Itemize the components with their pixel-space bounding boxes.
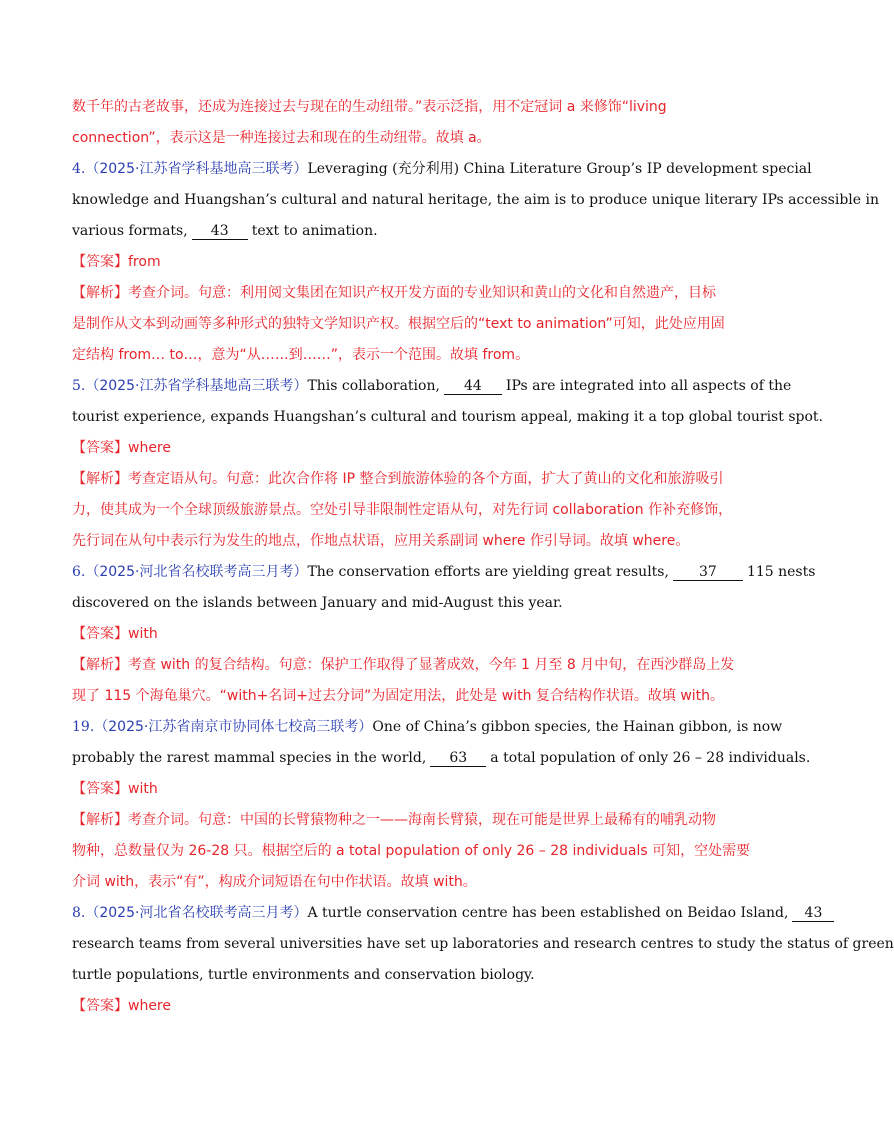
question-5-line1 (72, 371, 792, 402)
explanation-text: 考查介词。句意：利用阅文集团在知识产权开发方面的专业知识和黄山的文化和自然遗产，目标 (128, 285, 716, 301)
answer-label: 【答案】 (72, 781, 128, 797)
question-text: A turtle conservation centre has been established on Beidao Island, (307, 905, 789, 921)
explanation-line: 物种，总数量仅为 26-28 只。根据空后的 a total population of only 26 – 28 individuals 可知，空处需要 (72, 843, 751, 859)
question-source: （2025·江苏省南京市协同体七校高三联考） (94, 719, 373, 735)
question-text: a total population of only 26 – 28 individuals. (490, 750, 811, 766)
explanation-line (72, 805, 728, 836)
blank-field: 37 (673, 564, 743, 581)
question-19-line2 (72, 743, 811, 774)
question-number: 5. (72, 378, 86, 394)
question-4-line1 (72, 154, 812, 185)
answer-label: 【答案】 (72, 626, 128, 642)
question-source: （2025·河北省名校联考高三月考） (85, 905, 308, 921)
question-8-line3: turtle populations, turtle environments and conservation biology. (72, 967, 535, 983)
question-source: （2025·河北省名校联考高三月考） (85, 564, 308, 580)
question-number: 8. (72, 905, 86, 921)
answer-label: 【答案】 (72, 998, 128, 1014)
answer-value: with (128, 781, 158, 797)
answer-label: 【答案】 (72, 440, 128, 456)
question-number: 4. (72, 161, 86, 177)
question-number: 6. (72, 564, 86, 580)
explanation-text: 考查介词。句意：中国的长臂猿物种之一——海南长臂猿，现在可能是世界上最稀有的哺乳动物 (128, 812, 716, 828)
question-6-line2: discovered on the islands between January and mid-August this year. (72, 595, 563, 611)
explanation-line (72, 464, 728, 495)
question-4-line2: knowledge and Huangshan’s cultural and natural heritage, the aim is to produce unique literary IPs accessible in (72, 192, 879, 208)
answer-line (72, 433, 728, 464)
explanation-line (72, 278, 728, 309)
question-8-line2: research teams from several universities have set up laboratories and research centres to study the status of green (72, 936, 894, 952)
answer-line (72, 619, 728, 650)
answer-line (72, 991, 728, 1022)
blank-field: 43 (192, 223, 248, 240)
question-text: 115 nests (746, 564, 816, 580)
prev-explanation-line: connection”，表示这是一种连接过去和现在的生动纽带。故填 a。 (72, 130, 491, 146)
explanation-label: 【解析】 (72, 471, 128, 487)
question-text: text to animation. (251, 223, 378, 239)
prev-explanation-line: 数千年的古老故事，还成为连接过去与现在的生动纽带。”表示泛指，用不定冠词 a 来修饰“living (72, 99, 667, 115)
question-4-line3 (72, 216, 728, 247)
question-text: Leveraging (充分利用) China Literature Group’s IP development special (307, 161, 812, 177)
blank-field: 63 (430, 750, 486, 767)
explanation-text: 考查 with 的复合结构。句意：保护工作取得了显著成效，今年 1 月至 8 月中旬，在西沙群岛上发 (128, 657, 735, 673)
explanation-line: 介词 with，表示“有”，构成介词短语在句中作状语。故填 with。 (72, 874, 477, 890)
question-text: IPs are integrated into all aspects of the (505, 378, 792, 394)
document-page (72, 92, 894, 1022)
answer-value: with (128, 626, 158, 642)
explanation-line: 定结构 from… to…，意为“从……到……”，表示一个范围。故填 from。 (72, 347, 530, 363)
question-source: （2025·江苏省学科基地高三联考） (85, 161, 308, 177)
explanation-label: 【解析】 (72, 285, 128, 301)
explanation-line (72, 650, 735, 681)
answer-line (72, 774, 728, 805)
answer-value: from (128, 254, 161, 270)
question-source: （2025·江苏省学科基地高三联考） (85, 378, 308, 394)
answer-value: where (128, 998, 171, 1014)
explanation-line: 先行词在从句中表示行为发生的地点，作地点状语，应用关系副词 where 作引导词。故填 where。 (72, 533, 690, 549)
explanation-text: 考查定语从句。句意：此次合作将 IP 整合到旅游体验的各个方面，扩大了黄山的文化和旅游吸引 (128, 471, 724, 487)
blank-field: 43 (792, 905, 834, 922)
answer-label: 【答案】 (72, 254, 128, 270)
explanation-label: 【解析】 (72, 657, 128, 673)
answer-line (72, 247, 728, 278)
question-text: One of China’s gibbon species, the Hainan gibbon, is now (372, 719, 783, 735)
question-8-line1 (72, 898, 823, 929)
question-6-line1 (72, 557, 816, 588)
answer-value: where (128, 440, 171, 456)
blank-field: 44 (444, 378, 502, 395)
explanation-line: 力，使其成为一个全球顶级旅游景点。空处引导非限制性定语从句，对先行词 collaboration 作补充修饰， (72, 502, 733, 518)
question-text: The conservation efforts are yielding great results, (307, 564, 669, 580)
explanation-label: 【解析】 (72, 812, 128, 828)
question-text: This collaboration, (307, 378, 440, 394)
explanation-line: 现了 115 个海龟巢穴。“with+名词+过去分词”为固定用法，此处是 with 复合结构作状语。故填 with。 (72, 688, 725, 704)
question-text: probably the rarest mammal species in the world, (72, 750, 427, 766)
question-number: 19. (72, 719, 95, 735)
question-5-line2: tourist experience, expands Huangshan’s cultural and tourism appeal, making it a top global tourist spot. (72, 409, 823, 425)
question-text: various formats, (72, 223, 188, 239)
question-19-line1 (72, 712, 783, 743)
explanation-line: 是制作从文本到动画等多种形式的独特文学知识产权。根据空后的“text to animation”可知，此处应用固 (72, 316, 725, 332)
